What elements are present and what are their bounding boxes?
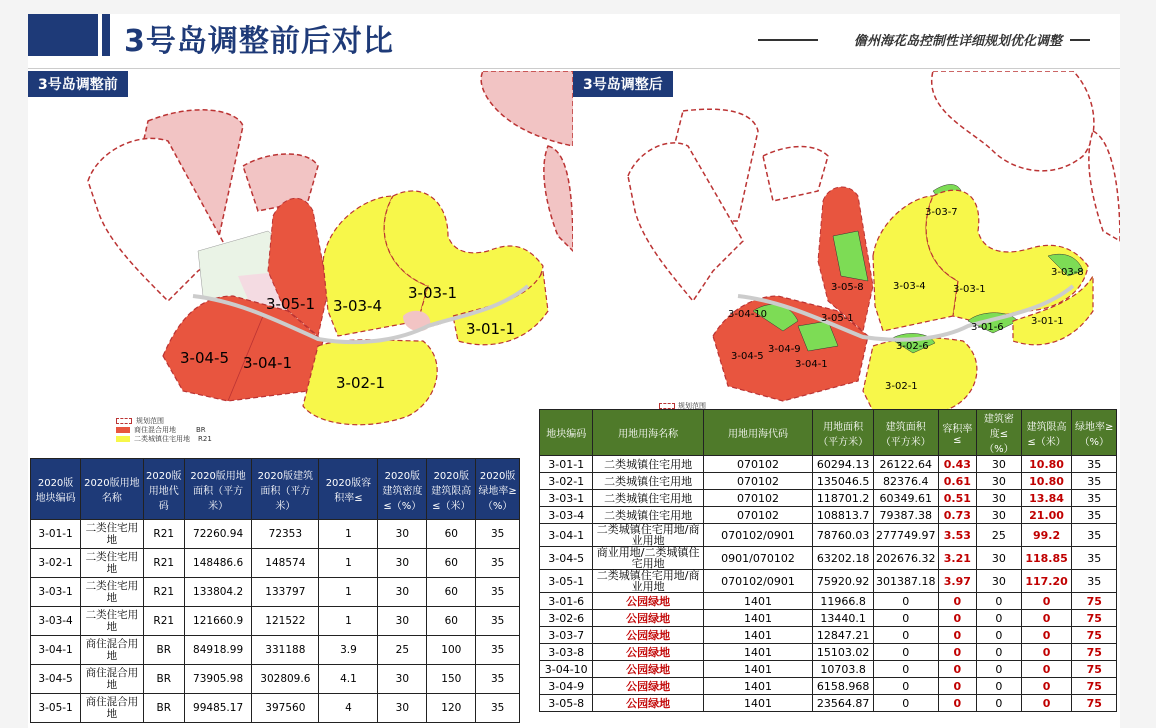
table-cell: 12847.21 <box>813 627 874 644</box>
table-cell: 3-03-4 <box>31 607 81 636</box>
table-cell: 二类城镇住宅用地 <box>593 456 703 473</box>
table-cell: 0 <box>1021 678 1072 695</box>
table-cell: 0 <box>977 627 1021 644</box>
table-cell: R21 <box>143 578 184 607</box>
plot-label: 3-05-1 <box>266 295 315 313</box>
legend-swatch <box>116 418 132 424</box>
table-cell: 60 <box>427 549 476 578</box>
table-cell: 4 <box>319 694 378 723</box>
table-cell: 6158.968 <box>813 678 874 695</box>
table-cell: 60294.13 <box>813 456 874 473</box>
column-header: 2020版用地面积（平方米） <box>184 459 251 520</box>
table-cell: 30 <box>378 520 427 549</box>
table-cell: 35 <box>1072 547 1117 570</box>
table-cell: 0 <box>977 678 1021 695</box>
table-cell: 35 <box>476 607 520 636</box>
table-cell: 30 <box>977 473 1021 490</box>
table-cell: 3-05-1 <box>31 694 81 723</box>
table-cell: 公园绿地 <box>593 593 703 610</box>
table-cell: 35 <box>476 578 520 607</box>
table-cell: 0 <box>938 678 977 695</box>
table-row <box>540 507 1117 524</box>
table-cell: BR <box>143 694 184 723</box>
table-cell: R21 <box>143 549 184 578</box>
column-header: 绿地率≥（%） <box>1072 410 1117 456</box>
table-cell: 商住混合用地 <box>81 636 143 665</box>
table-cell: 75 <box>1072 661 1117 678</box>
table-cell: 3.9 <box>319 636 378 665</box>
table-cell: 0.73 <box>938 507 977 524</box>
table-cell: 070102/0901 <box>703 524 812 547</box>
table-cell: 0 <box>874 661 939 678</box>
table-cell: 3.21 <box>938 547 977 570</box>
table-cell: 301387.18 <box>874 570 939 593</box>
table-cell: 0 <box>1021 610 1072 627</box>
table-before <box>30 458 520 723</box>
plot-label: 3-03-8 <box>1051 267 1084 278</box>
plot-label: 3-01-1 <box>466 320 515 338</box>
table-cell: 3.97 <box>938 570 977 593</box>
table-cell: 0 <box>938 593 977 610</box>
table-cell: 84918.99 <box>184 636 251 665</box>
table-row <box>540 473 1117 490</box>
table-cell: BR <box>143 665 184 694</box>
table-cell: R21 <box>143 607 184 636</box>
table-row <box>31 549 520 578</box>
table-cell: 11966.8 <box>813 593 874 610</box>
table-cell: 0 <box>977 661 1021 678</box>
table-cell: 3-01-1 <box>540 456 593 473</box>
header-divider <box>28 68 1120 69</box>
column-header: 2020版用地代码 <box>143 459 184 520</box>
table-cell: 070102 <box>703 456 812 473</box>
map-before-tag: 3号岛调整前 <box>28 71 128 97</box>
table-row <box>31 636 520 665</box>
table-cell: 0 <box>874 593 939 610</box>
table-cell: 75 <box>1072 593 1117 610</box>
table-cell: 070102/0901 <box>703 570 812 593</box>
map-after <box>573 71 1120 411</box>
column-header: 建筑面积（平方米） <box>874 410 939 456</box>
page-subtitle: 儋州海花岛控制性详细规划优化调整 <box>853 34 1062 49</box>
page-title: 3号岛调整前后对比 <box>124 24 394 59</box>
table-cell: 26122.64 <box>874 456 939 473</box>
table-cell: 1401 <box>703 661 812 678</box>
table-cell: 3-03-8 <box>540 644 593 661</box>
table-cell: 30 <box>378 665 427 694</box>
table-cell: 99485.17 <box>184 694 251 723</box>
table-cell: 35 <box>1072 456 1117 473</box>
table-cell: 0 <box>977 644 1021 661</box>
plot-label: 3-01-6 <box>971 322 1004 333</box>
table-cell: 1 <box>319 520 378 549</box>
table-cell: 35 <box>1072 570 1117 593</box>
table-cell: 0 <box>977 695 1021 712</box>
table-cell: 99.2 <box>1021 524 1072 547</box>
table-row <box>540 644 1117 661</box>
plot-label: 3-03-4 <box>333 297 382 315</box>
table-cell: 3.53 <box>938 524 977 547</box>
table-cell: 302809.6 <box>252 665 319 694</box>
table-cell: 商住混合用地 <box>81 665 143 694</box>
table-cell: 79387.38 <box>874 507 939 524</box>
table-cell: 35 <box>1072 524 1117 547</box>
table-cell: 二类城镇住宅用地 <box>593 473 703 490</box>
table-cell: 公园绿地 <box>593 678 703 695</box>
table-cell: 公园绿地 <box>593 644 703 661</box>
table-cell: 4.1 <box>319 665 378 694</box>
table-header-row <box>31 459 520 520</box>
table-cell: 148486.6 <box>184 549 251 578</box>
table-row <box>31 520 520 549</box>
header-rule-right <box>1070 39 1090 41</box>
plot-label: 3-02-1 <box>336 374 385 392</box>
table-row <box>540 661 1117 678</box>
table-cell: 82376.4 <box>874 473 939 490</box>
table-cell: 30 <box>977 570 1021 593</box>
table-cell: 3-04-5 <box>540 547 593 570</box>
table-cell: 35 <box>1072 473 1117 490</box>
table-row <box>540 678 1117 695</box>
table-cell: 133804.2 <box>184 578 251 607</box>
table-cell: 277749.97 <box>874 524 939 547</box>
table-cell: 3-03-4 <box>540 507 593 524</box>
legend-item <box>116 434 212 443</box>
table-row <box>540 593 1117 610</box>
table-cell: 0 <box>874 644 939 661</box>
table-cell: 23564.87 <box>813 695 874 712</box>
table-cell: 公园绿地 <box>593 610 703 627</box>
column-header: 2020版地块编码 <box>31 459 81 520</box>
table-cell: 0 <box>938 695 977 712</box>
table-row <box>540 610 1117 627</box>
table-cell: 35 <box>476 694 520 723</box>
legend-swatch <box>116 427 130 433</box>
table-cell: 0 <box>977 593 1021 610</box>
table-cell: 商住混合用地 <box>81 694 143 723</box>
table-row <box>31 607 520 636</box>
table-cell: 3-04-10 <box>540 661 593 678</box>
table-cell: 117.20 <box>1021 570 1072 593</box>
column-header: 2020版建筑面积（平方米） <box>252 459 319 520</box>
table-cell: 60 <box>427 578 476 607</box>
table-cell: 1401 <box>703 695 812 712</box>
table-cell: 100 <box>427 636 476 665</box>
table-cell: 35 <box>476 520 520 549</box>
table-cell: 0 <box>1021 627 1072 644</box>
table-cell: 75920.92 <box>813 570 874 593</box>
column-header: 2020版绿地率≥（%） <box>476 459 520 520</box>
plot-label: 3-05-8 <box>831 282 864 293</box>
table-cell: 35 <box>476 636 520 665</box>
map-after-svg <box>573 71 1120 411</box>
table-cell: 30 <box>977 507 1021 524</box>
table-cell: 公园绿地 <box>593 627 703 644</box>
table-body <box>31 520 520 723</box>
plot-label: 3-05-1 <box>821 313 854 324</box>
legend-code: R21 <box>198 434 212 443</box>
table-cell: 3-05-8 <box>540 695 593 712</box>
table-cell: 35 <box>1072 507 1117 524</box>
table-header-row <box>540 410 1117 456</box>
table-cell: 0 <box>874 627 939 644</box>
map-before-svg <box>28 71 573 461</box>
table-cell: 3-03-1 <box>31 578 81 607</box>
table-cell: 118701.2 <box>813 490 874 507</box>
map-after-tag: 3号岛调整后 <box>573 71 673 97</box>
plot-label: 3-04-1 <box>795 359 828 370</box>
legend-label: 商住混合用地 <box>134 425 176 434</box>
table-cell: 3-02-6 <box>540 610 593 627</box>
table-cell: 3-01-1 <box>31 520 81 549</box>
table-cell: 121660.9 <box>184 607 251 636</box>
table-row <box>540 627 1117 644</box>
table-cell: 0.51 <box>938 490 977 507</box>
plot-label: 3-03-7 <box>925 207 958 218</box>
table-cell: 0901/070102 <box>703 547 812 570</box>
table-row <box>31 694 520 723</box>
table-cell: 3-02-1 <box>540 473 593 490</box>
table-cell: 0 <box>1021 593 1072 610</box>
table-cell: 1401 <box>703 644 812 661</box>
table-cell: 25 <box>378 636 427 665</box>
column-header: 容积率≤ <box>938 410 977 456</box>
table-cell: 118.85 <box>1021 547 1072 570</box>
column-header: 用地面积（平方米） <box>813 410 874 456</box>
table-cell: 070102 <box>703 473 812 490</box>
table-cell: 二类住宅用地 <box>81 549 143 578</box>
legend-label: 二类城镇住宅用地 <box>134 434 190 443</box>
table-cell: 135046.5 <box>813 473 874 490</box>
plot-label: 3-03-1 <box>953 284 986 295</box>
table-cell: 二类城镇住宅用地 <box>593 490 703 507</box>
table-cell: 0 <box>977 610 1021 627</box>
table-cell: 1401 <box>703 627 812 644</box>
table-cell: 3-04-1 <box>540 524 593 547</box>
table-cell: 30 <box>378 607 427 636</box>
table-cell: 二类住宅用地 <box>81 607 143 636</box>
table-cell: 070102 <box>703 490 812 507</box>
table-cell: 0 <box>1021 695 1072 712</box>
plot-label: 3-01-1 <box>1031 316 1064 327</box>
table-cell: 商业用地/二类城镇住宅用地 <box>593 547 703 570</box>
table-cell: 25 <box>977 524 1021 547</box>
table-cell: 二类城镇住宅用地 <box>593 507 703 524</box>
legend-code: BR <box>196 425 206 434</box>
table-cell: 108813.7 <box>813 507 874 524</box>
table-cell: 0.61 <box>938 473 977 490</box>
legend-label: 规划范围 <box>136 416 164 425</box>
table-cell: 35 <box>1072 490 1117 507</box>
table-cell: 75 <box>1072 678 1117 695</box>
plot-label: 3-03-4 <box>893 281 926 292</box>
table-row <box>540 524 1117 547</box>
table-cell: 0 <box>874 695 939 712</box>
table-cell: 13.84 <box>1021 490 1072 507</box>
table-cell: 二类住宅用地 <box>81 578 143 607</box>
table-row <box>31 578 520 607</box>
column-header: 2020版容积率≤ <box>319 459 378 520</box>
table-cell: 0 <box>938 661 977 678</box>
table-cell: BR <box>143 636 184 665</box>
table-cell: 3-03-1 <box>540 490 593 507</box>
table-cell: 63202.18 <box>813 547 874 570</box>
table-row <box>31 665 520 694</box>
table-cell: 1401 <box>703 593 812 610</box>
table-cell: 15103.02 <box>813 644 874 661</box>
map-before-legend <box>116 416 212 443</box>
column-header: 用地用海代码 <box>703 410 812 456</box>
table-cell: 73905.98 <box>184 665 251 694</box>
map-before <box>28 71 573 461</box>
table-cell: 30 <box>977 547 1021 570</box>
table-cell: 10.80 <box>1021 456 1072 473</box>
table-cell: 3-03-7 <box>540 627 593 644</box>
column-header: 2020版建筑限高≤（米） <box>427 459 476 520</box>
table-cell: 公园绿地 <box>593 661 703 678</box>
table-row <box>540 547 1117 570</box>
table-cell: 0.43 <box>938 456 977 473</box>
table-cell: 13440.1 <box>813 610 874 627</box>
table-cell: 10703.8 <box>813 661 874 678</box>
table-cell: 72353 <box>252 520 319 549</box>
table-cell: 二类城镇住宅用地/商业用地 <box>593 524 703 547</box>
table-cell: 35 <box>476 549 520 578</box>
table-row <box>540 456 1117 473</box>
table-cell: 0 <box>938 610 977 627</box>
table-cell: 202676.32 <box>874 547 939 570</box>
table-row <box>540 490 1117 507</box>
table-cell: 148574 <box>252 549 319 578</box>
table-cell: 二类住宅用地 <box>81 520 143 549</box>
plot-label: 3-04-5 <box>731 351 764 362</box>
table-cell: 1401 <box>703 610 812 627</box>
table-cell: 35 <box>476 665 520 694</box>
table-cell: 75 <box>1072 644 1117 661</box>
table-cell: 30 <box>378 694 427 723</box>
table-cell: R21 <box>143 520 184 549</box>
table-cell: 30 <box>977 490 1021 507</box>
plot-label: 3-02-1 <box>885 381 918 392</box>
table-cell: 0 <box>1021 644 1072 661</box>
table-cell: 30 <box>977 456 1021 473</box>
plot-label: 3-02-6 <box>896 341 929 352</box>
slide <box>28 14 1120 728</box>
table-row <box>540 570 1117 593</box>
table-cell: 75 <box>1072 695 1117 712</box>
plot-label: 3-04-1 <box>243 354 292 372</box>
column-header: 用地用海名称 <box>593 410 703 456</box>
table-cell: 30 <box>378 549 427 578</box>
table-cell: 120 <box>427 694 476 723</box>
column-header: 建筑限高≤（米） <box>1021 410 1072 456</box>
table-cell: 78760.03 <box>813 524 874 547</box>
table-cell: 公园绿地 <box>593 695 703 712</box>
table-cell: 二类城镇住宅用地/商业用地 <box>593 570 703 593</box>
column-header: 2020版用地名称 <box>81 459 143 520</box>
table-cell: 1 <box>319 578 378 607</box>
table-cell: 0 <box>1021 661 1072 678</box>
plot-label: 3-04-9 <box>768 344 801 355</box>
table-cell: 75 <box>1072 610 1117 627</box>
table-cell: 10.80 <box>1021 473 1072 490</box>
column-header: 建筑密度≤（%） <box>977 410 1021 456</box>
plot-label: 3-04-5 <box>180 349 229 367</box>
header-decor-block <box>28 14 98 56</box>
table-cell: 1401 <box>703 678 812 695</box>
table-cell: 3-04-5 <box>31 665 81 694</box>
header-rule-left <box>758 39 818 41</box>
table-cell: 3-02-1 <box>31 549 81 578</box>
table-cell: 070102 <box>703 507 812 524</box>
plot-label: 3-04-10 <box>728 309 768 320</box>
table-row <box>540 695 1117 712</box>
column-header: 2020版建筑密度≤（%） <box>378 459 427 520</box>
table-cell: 0 <box>938 644 977 661</box>
column-header: 地块编码 <box>540 410 593 456</box>
table-cell: 30 <box>378 578 427 607</box>
table-cell: 331188 <box>252 636 319 665</box>
table-cell: 1 <box>319 607 378 636</box>
table-cell: 21.00 <box>1021 507 1072 524</box>
table-cell: 72260.94 <box>184 520 251 549</box>
table-cell: 0 <box>938 627 977 644</box>
legend-swatch <box>116 436 130 442</box>
table-cell: 0 <box>874 610 939 627</box>
header-decor-bar <box>102 14 110 56</box>
table-body <box>540 456 1117 712</box>
table-cell: 1 <box>319 549 378 578</box>
table-cell: 60349.61 <box>874 490 939 507</box>
table-cell: 60 <box>427 607 476 636</box>
plot-label: 3-03-1 <box>408 284 457 302</box>
table-cell: 133797 <box>252 578 319 607</box>
table-cell: 60 <box>427 520 476 549</box>
table-cell: 3-05-1 <box>540 570 593 593</box>
table-cell: 397560 <box>252 694 319 723</box>
table-cell: 3-04-1 <box>31 636 81 665</box>
table-cell: 0 <box>874 678 939 695</box>
table-after <box>539 409 1117 712</box>
table-cell: 3-04-9 <box>540 678 593 695</box>
legend-label: 规划范围 <box>678 402 706 410</box>
table-cell: 75 <box>1072 627 1117 644</box>
table-cell: 3-01-6 <box>540 593 593 610</box>
table-cell: 150 <box>427 665 476 694</box>
table-cell: 121522 <box>252 607 319 636</box>
